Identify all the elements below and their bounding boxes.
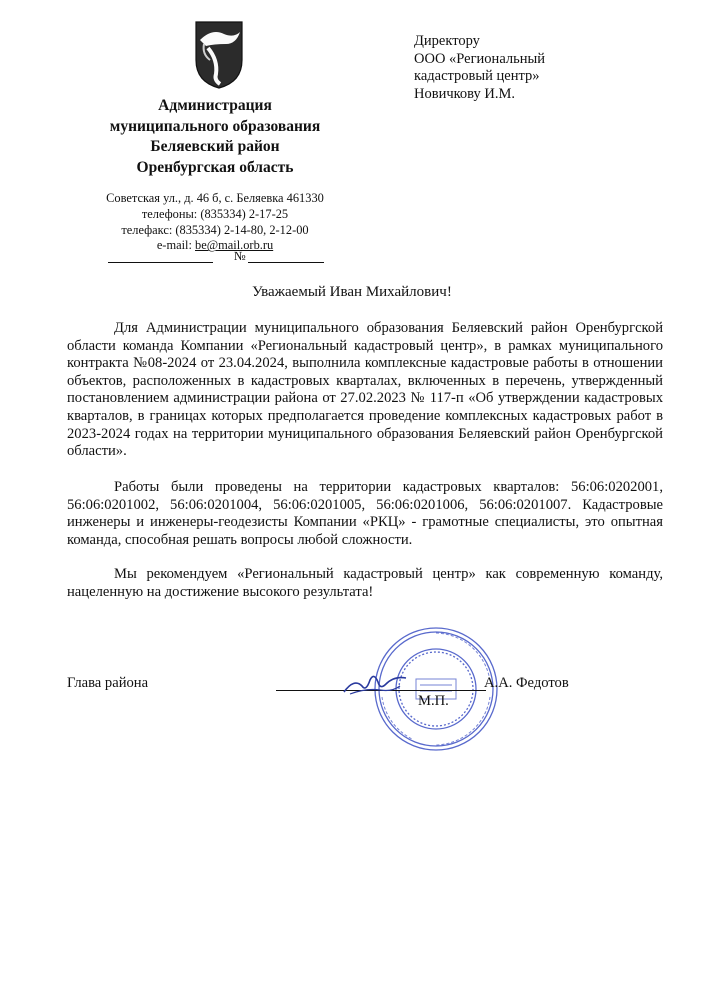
outgoing-number-line [108,249,324,265]
addressee-line: Новичкову И.М. [414,85,516,102]
sender-fax: телефакс: (835334) 2-14-80, 2-12-00 [121,222,309,237]
body-paragraph [67,566,663,601]
stamp-place-label: М.П. [418,693,449,709]
addressee-line: ООО «Региональный [414,50,545,67]
paragraph-text: Мы рекомендуем «Региональный кадастровый центр» как современную команду, нацеленную на достижение высокого результата! [67,566,663,600]
org-line: Беляевский район [150,138,280,155]
addressee-line: кадастровый центр» [414,68,540,84]
signatory-title: Глава района [67,675,149,691]
number-sign: № [234,249,246,263]
body-paragraph [67,320,663,461]
email-label: e-mail: [156,238,196,253]
sender-phones: телефоны: (835334) 2-17-25 [141,206,289,221]
org-line: Администрация [158,97,272,114]
sender-contacts [90,191,340,254]
signatory-name: А.А. Федотов [484,675,569,691]
greeting: Уважаемый Иван Михайлович! [252,284,452,300]
handwritten-signature [340,668,410,700]
email-link[interactable]: be@mail.orb.ru [195,238,274,253]
sender-address: Советская ул., д. 46 б, с. Беляевка 461330 [106,191,324,205]
org-line: Оренбургская область [136,158,294,176]
number-blank-line [248,262,324,263]
body-paragraph [67,479,663,549]
paragraph-text: Работы были проведены на территории кадастровых кварталов: 56:06:0202001, 56:06:0201002, 56:06:0201004, 56:06:0201005, 56:06:0201006, 56:06:0201007. Кадастровые инженеры и инженеры-геодезисты Компании «РКЦ» - грамотные специалисты, это опытная команда, способная решать вопросы любой сложности. [67,479,663,548]
addressee-line: Директору [414,33,480,49]
paragraph-text: Для Администрации муниципального образования Беляевский район Оренбургской области команда Компании «Региональный кадастровый центр», в рамках муниципального контракта №08-2024 от 23.04.2024, выполнила комплексные кадастровые работы в отношении объектов, расположенных в кадастровых кварталах, включенных в перечень, утвержденный постановлением администрации района от 27.02.2023 № 117-п «Об утверждении кадастровых кварталов, в границах которых предполагается проведение комплексных кадастровых работ в 2023-2024 годах на территории муниципального образования Беляевский район Оренбургской области». [67,320,663,460]
org-line: муниципального образования [109,117,321,135]
addressee-block [414,33,545,103]
date-blank-line [108,262,213,263]
coat-of-arms-icon [194,20,244,90]
sender-organization [90,96,340,178]
